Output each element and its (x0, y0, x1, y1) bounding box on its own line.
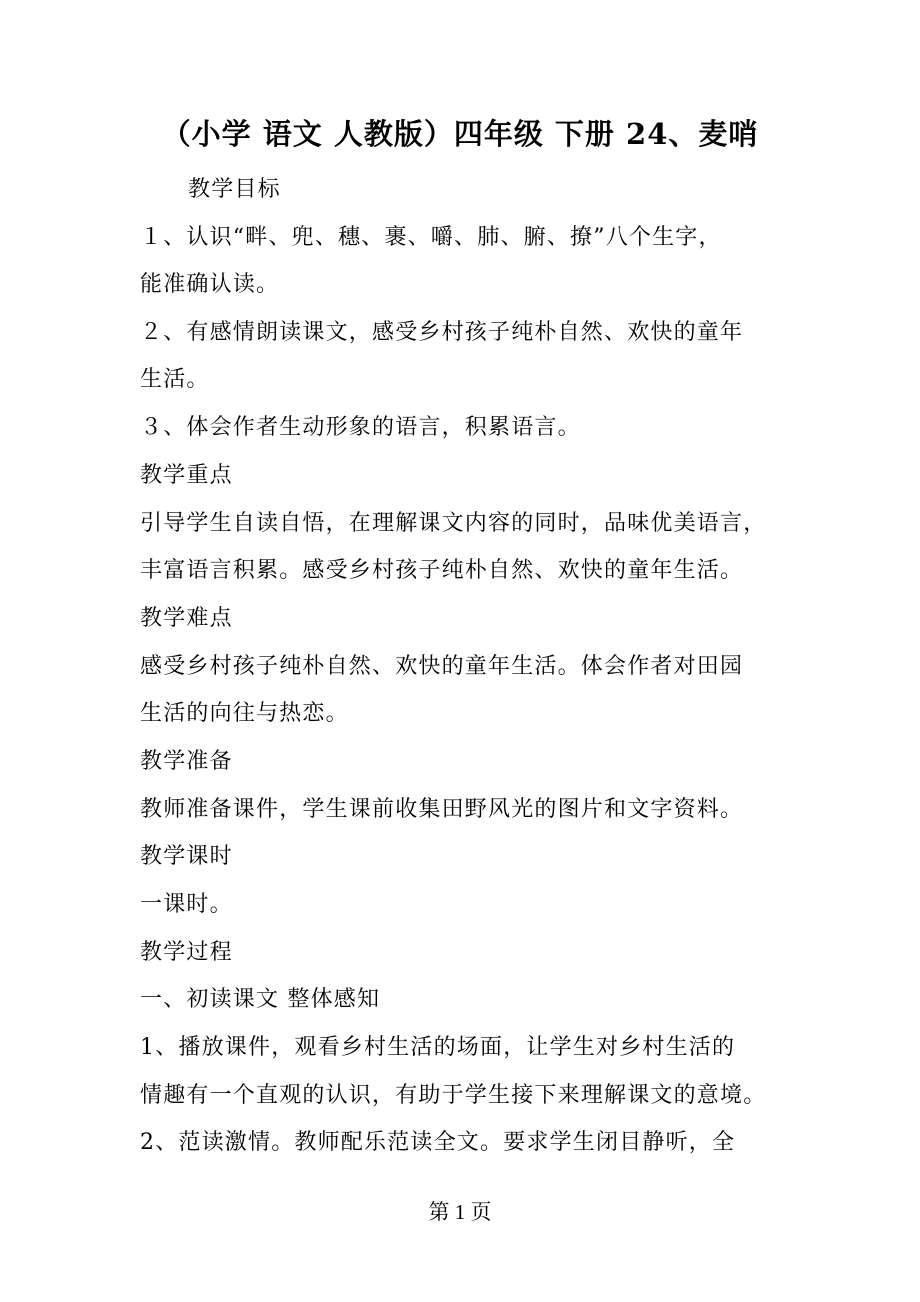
paragraph-line: 能准确认读。 (140, 272, 280, 297)
paragraph-line: 丰富语言积累。感受乡村孩子纯朴自然、欢快的童年生活。 (140, 558, 744, 583)
document-title: （小学 语文 人教版）四年级 下册 24、麦哨 (161, 117, 759, 151)
paragraph-line: 教师准备课件，学生课前收集田野风光的图片和文字资料。 (140, 797, 744, 822)
paragraph-line: 1、播放课件，观看乡村生活的场面，让学生对乡村生活的 (140, 1035, 736, 1060)
heading-key-points: 教学重点 (140, 463, 233, 488)
paragraph-line: 2、范读激情。教师配乐范读全文。要求学生闭目静听，全 (140, 1130, 736, 1155)
page-number: 第 1 页 (428, 1200, 492, 1224)
paragraph-line: 引导学生自读自悟，在理解课文内容的同时，品味优美语言， (140, 511, 767, 536)
paragraph-line: 一课时。 (140, 892, 233, 917)
paragraph-line: 生活。 (140, 367, 210, 392)
paragraph-line: ２、有感情朗读课文，感受乡村孩子纯朴自然、欢快的童年 (140, 320, 744, 345)
paragraph-line: ３、体会作者生动形象的语言，积累语言。 (140, 415, 581, 440)
paragraph-line: １、认识“畔、兜、穗、裹、嚼、肺、腑、撩”八个生字， (140, 225, 722, 250)
paragraph-line: 感受乡村孩子纯朴自然、欢快的童年生活。体会作者对田园 (140, 654, 744, 679)
heading-difficulties: 教学难点 (140, 606, 233, 631)
heading-process: 教学过程 (140, 940, 233, 965)
heading-periods: 教学课时 (140, 844, 233, 869)
paragraph-line: 生活的向往与热恋。 (140, 701, 349, 726)
section-heading: 一、初读课文 整体感知 (140, 987, 381, 1012)
heading-objectives: 教学目标 (188, 177, 281, 202)
heading-preparation: 教学准备 (140, 749, 233, 774)
paragraph-line: 情趣有一个直观的认识，有助于学生接下来理解课文的意境。 (140, 1083, 767, 1108)
